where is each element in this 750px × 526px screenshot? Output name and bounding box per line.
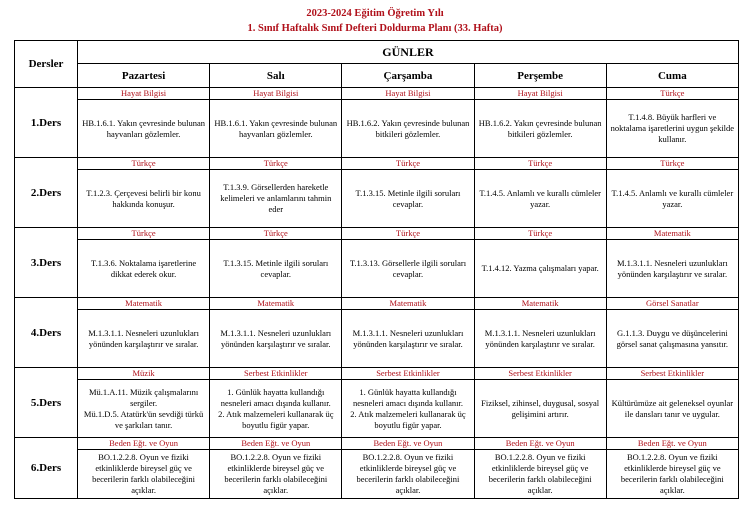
- lesson-label: 6.Ders: [15, 438, 78, 499]
- lesson-cell: [474, 228, 606, 298]
- day-header-wednesday: Çarşamba: [342, 64, 474, 88]
- subject-label: Türkçe: [210, 228, 341, 240]
- objective-text-content: M.1.3.1.1. Nesneleri uzunlukları yönünden karşılaştırır ve sıralar.: [352, 327, 464, 349]
- day-header-monday: Pazartesi: [78, 64, 210, 88]
- objective-text-content: T.1.3.9. Görsellerden hareketle kelimeleri ve anlamlarını tahmin eder: [220, 182, 332, 214]
- lesson-cell: [78, 88, 210, 158]
- objective-text: [210, 450, 341, 498]
- subject-label: Hayat Bilgisi: [78, 88, 209, 100]
- objective-text-content: 1. Günlük hayatta kullandığı nesneleri amacı dışında kullanır. 2. Atık malzemeleri kullanarak üç boyutlu figür yapar.: [350, 386, 466, 430]
- objective-text-content: T.1.3.15. Metinle ilgili soruları cevaplar.: [355, 187, 461, 209]
- objective-text: [475, 170, 606, 227]
- objective-text-content: BO.1.2.2.8. Oyun ve fiziki etkinliklerde bireysel güç ve becerilerin farklı olabileceğini açıklar.: [92, 452, 196, 495]
- lesson-cell: [474, 438, 606, 499]
- subject-label: Türkçe: [607, 158, 738, 170]
- day-header-thursday: Perşembe: [474, 64, 606, 88]
- lesson-row: [15, 228, 739, 298]
- lesson-row: [15, 438, 739, 499]
- lesson-cell: [342, 228, 474, 298]
- lessons-header: Dersler: [15, 41, 78, 88]
- objective-text: [475, 100, 606, 157]
- objective-text-content: T.1.4.5. Anlamlı ve kurallı cümleler yazar.: [479, 187, 601, 209]
- lesson-row: [15, 298, 739, 368]
- subject-label: Serbest Etkinlikler: [475, 368, 606, 380]
- subject-label: Serbest Etkinlikler: [607, 368, 738, 380]
- lesson-cell: [78, 368, 210, 438]
- subject-label: Serbest Etkinlikler: [342, 368, 473, 380]
- subject-label: Hayat Bilgisi: [475, 88, 606, 100]
- objective-text-content: HB.1.6.2. Yakın çevresinde bulunan bitkileri gözlemler.: [346, 117, 470, 139]
- objective-text-content: M.1.3.1.1. Nesneleri uzunlukları yönünden karşılaştırır ve sıralar.: [484, 327, 596, 349]
- lesson-cell: [342, 368, 474, 438]
- lesson-cell: [210, 158, 342, 228]
- lesson-cell: [474, 158, 606, 228]
- plan-body: [15, 88, 739, 499]
- subject-label: Matematik: [342, 298, 473, 310]
- objective-text-content: M.1.3.1.1. Nesneleri uzunlukları yönünden karşılaştırır ve sıralar.: [220, 327, 332, 349]
- objective-text-content: BO.1.2.2.8. Oyun ve fiziki etkinliklerde bireysel güç ve becerilerin farklı olabileceğini açıklar.: [620, 452, 724, 495]
- subject-label: Türkçe: [475, 158, 606, 170]
- objective-text: [78, 240, 209, 297]
- objective-text-content: Fiziksel, zihinsel, duygusal, sosyal gelişimini artırır.: [481, 397, 600, 419]
- objective-text-content: M.1.3.1.1. Nesneleri uzunlukları yönünden karşılaştırır ve sıralar.: [616, 257, 728, 279]
- subject-label: Türkçe: [475, 228, 606, 240]
- objective-text: [607, 380, 738, 437]
- lesson-cell: [210, 368, 342, 438]
- objective-text: [475, 450, 606, 498]
- objective-text: [607, 450, 738, 498]
- objective-text: [78, 310, 209, 367]
- lesson-label: 2.Ders: [15, 158, 78, 228]
- lesson-cell: [342, 88, 474, 158]
- subject-label: Türkçe: [210, 158, 341, 170]
- subject-label: Serbest Etkinlikler: [210, 368, 341, 380]
- objective-text: [210, 100, 341, 157]
- objective-text-content: HB.1.6.2. Yakın çevresinde bulunan bitkileri gözlemler.: [478, 117, 602, 139]
- day-header-friday: Cuma: [606, 64, 738, 88]
- objective-text-content: G.1.1.3. Duygu ve düşüncelerini görsel sanat çalışmasına yansıtır.: [616, 327, 729, 349]
- lesson-cell: [210, 438, 342, 499]
- document-header: [0, 0, 750, 37]
- objective-text-content: T.1.4.12. Yazma çalışmaları yapar.: [481, 263, 599, 273]
- lesson-cell: [606, 298, 738, 368]
- lesson-cell: [78, 298, 210, 368]
- objective-text: [342, 240, 473, 297]
- lesson-row: [15, 368, 739, 438]
- subject-label: Hayat Bilgisi: [342, 88, 473, 100]
- objective-text-content: 1. Günlük hayatta kullandığı nesneleri amacı dışında kullanır. 2. Atık malzemeleri kullanarak üç boyutlu figür yapar.: [218, 386, 334, 430]
- lesson-cell: [342, 158, 474, 228]
- lesson-cell: [78, 438, 210, 499]
- objective-text-content: HB.1.6.1. Yakın çevresinde bulunan hayvanları gözlemler.: [214, 117, 338, 139]
- objective-text: [342, 310, 473, 367]
- day-header-tuesday: Salı: [210, 64, 342, 88]
- lesson-cell: [342, 298, 474, 368]
- lesson-cell: [606, 368, 738, 438]
- lesson-label: 5.Ders: [15, 368, 78, 438]
- subject-label: Türkçe: [342, 158, 473, 170]
- objective-text-content: T.1.2.3. Çerçevesi belirli bir konu hakkında konuşur.: [86, 187, 201, 209]
- lesson-cell: [606, 438, 738, 499]
- lesson-cell: [210, 88, 342, 158]
- document-subtitle: 1. Sınıf Haftalık Sınıf Defteri Doldurma Planı (33. Hafta): [247, 23, 503, 34]
- lesson-row: [15, 158, 739, 228]
- lesson-cell: [606, 228, 738, 298]
- subject-label: Matematik: [210, 298, 341, 310]
- subject-label: Matematik: [475, 298, 606, 310]
- objective-text-content: Kültürümüze ait geleneksel oyunlar ile dansları tanır ve uygular.: [611, 397, 734, 419]
- objective-text: [475, 310, 606, 367]
- subject-label: Beden Eğt. ve Oyun: [342, 438, 473, 450]
- objective-text: [342, 450, 473, 498]
- objective-text-content: HB.1.6.1. Yakın çevresinde bulunan hayvanları gözlemler.: [82, 117, 205, 139]
- objective-text-content: T.1.4.8. Büyük harfleri ve noktalama işaretlerini uygun şekilde kullanır.: [610, 112, 735, 144]
- lesson-row: [15, 88, 739, 158]
- objective-text: [475, 240, 606, 297]
- subject-label: Matematik: [607, 228, 738, 240]
- objective-text: [475, 380, 606, 437]
- subject-label: Beden Eğt. ve Oyun: [78, 438, 209, 450]
- lesson-cell: [342, 438, 474, 499]
- lesson-label: 4.Ders: [15, 298, 78, 368]
- lesson-cell: [78, 228, 210, 298]
- objective-text: [210, 240, 341, 297]
- objective-text: [210, 170, 341, 227]
- subject-label: Beden Eğt. ve Oyun: [475, 438, 606, 450]
- lesson-cell: [606, 158, 738, 228]
- objective-text-content: T.1.3.15. Metinle ilgili soruları cevaplar.: [223, 257, 329, 279]
- subject-label: Beden Eğt. ve Oyun: [210, 438, 341, 450]
- objective-text-content: T.1.4.5. Anlamlı ve kurallı cümleler yazar.: [611, 187, 734, 209]
- objective-text-content: T.1.3.13. Görsellerle ilgili soruları cevaplar.: [349, 257, 467, 279]
- subject-label: Türkçe: [342, 228, 473, 240]
- lesson-cell: [474, 298, 606, 368]
- lesson-cell: [78, 158, 210, 228]
- objective-text: [210, 380, 341, 437]
- objective-text: [78, 450, 209, 498]
- lesson-cell: [210, 228, 342, 298]
- subject-label: Türkçe: [78, 158, 209, 170]
- lesson-label: 1.Ders: [15, 88, 78, 158]
- objective-text: [607, 310, 738, 367]
- subject-label: Matematik: [78, 298, 209, 310]
- objective-text: [78, 380, 209, 437]
- objective-text: [607, 100, 738, 157]
- objective-text-content: BO.1.2.2.8. Oyun ve fiziki etkinliklerde bireysel güç ve becerilerin farklı olabileceğini açıklar.: [488, 452, 592, 495]
- subject-label: Hayat Bilgisi: [210, 88, 341, 100]
- objective-text: [78, 170, 209, 227]
- objective-text: [78, 100, 209, 157]
- objective-text: [342, 100, 473, 157]
- document-title: 2023-2024 Eğitim Öğretim Yılı: [306, 8, 444, 19]
- objective-text-content: T.1.3.6. Noktalama işaretlerine dikkat ederek okur.: [91, 257, 197, 279]
- lesson-cell: [474, 368, 606, 438]
- subject-label: Görsel Sanatlar: [607, 298, 738, 310]
- objective-text-content: BO.1.2.2.8. Oyun ve fiziki etkinliklerde bireysel güç ve becerilerin farklı olabileceğini açıklar.: [356, 452, 460, 495]
- objective-text: [607, 170, 738, 227]
- objective-text: [342, 170, 473, 227]
- objective-text: [342, 380, 473, 437]
- objective-text-content: M.1.3.1.1. Nesneleri uzunlukları yönünden karşılaştırır ve sıralar.: [88, 327, 199, 349]
- objective-text: [210, 310, 341, 367]
- weekly-plan-table: [14, 40, 739, 499]
- subject-label: Türkçe: [78, 228, 209, 240]
- days-group-header: GÜNLER: [78, 41, 739, 64]
- objective-text-content: BO.1.2.2.8. Oyun ve fiziki etkinliklerde bireysel güç ve becerilerin farklı olabileceğini açıklar.: [224, 452, 328, 495]
- objective-text: [607, 240, 738, 297]
- lesson-cell: [474, 88, 606, 158]
- subject-label: Türkçe: [607, 88, 738, 100]
- lesson-cell: [210, 298, 342, 368]
- subject-label: Beden Eğt. ve Oyun: [607, 438, 738, 450]
- lesson-cell: [606, 88, 738, 158]
- days-header-row: [15, 64, 739, 88]
- lesson-label: 3.Ders: [15, 228, 78, 298]
- subject-label: Müzik: [78, 368, 209, 380]
- objective-text-content: Mü.1.A.11. Müzik çalışmalarını sergiler. Mü.1.D.5. Atatürk'ün sevdiği türkü ve şarkıları tanır.: [83, 386, 204, 430]
